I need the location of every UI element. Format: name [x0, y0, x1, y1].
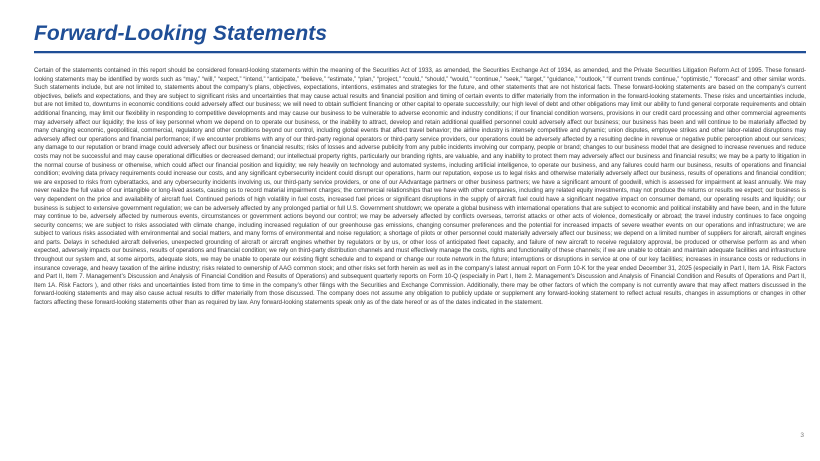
disclaimer-body: Certain of the statements contained in this report should be considered forward-looking statements within the meaning of the Securities Act of 1933, as amended, the Securities Exchange Act of 1934, as amended, and the Private Securities Litigation Reform Act of 1995. These forward-looking statements may be identified by words such as “may,” “will,” “expect,” “intend,” “anticipate,” “believe,” “estimate,” “plan,” “project,” “could,” “should,” “would,” “continue,” “seek,” “target,” “guidance,” “outlook,” “if current trends continue,” “optimistic,” “forecast” and other similar words. Such statements include, but are not limited to, statements about the company’s plans, objectives, expectations, intentions, estimates and strategies for the future, and other statements that are not historical facts. These forward-looking statements are based on the company’s current objectives, beliefs and expectations, and they are subject to significant risks and uncertainties that may cause actual results and financial position and timing of certain events to differ materially from the information in the forward-looking statements. These risks and uncertainties include, but are not limited to, downturns in economic conditions could adversely affect our business; we will need to obtain sufficient financing or other capital to operate successfully; our high level of debt and other obligations may limit our ability to fund general corporate requirements and obtain additional financing, may limit our flexibility in responding to competitive developments and may cause our business to be vulnerable to adverse economic and industry conditions; if our financial condition worsens, provisions in our credit card processing and other commercial agreements may adversely affect our liquidity; the loss of key personnel whom we depend on to operate our business, or the inability to attract, develop and retain additional qualified personnel could adversely affect our business; our business has been and will continue to be materially affected by many changing economic, geopolitical, commercial, regulatory and other conditions beyond our control, including global events that affect travel behavior; the airline industry is intensely competitive and dynamic; union disputes, employee strikes and other labor-related disruptions may adversely affect our operations and financial performance; if we encounter problems with any of our third-party regional operators or third-party service providers, our operations could be adversely affected by a resulting decline in revenue or negative public perception about our services; any damage to our reputation or brand image could adversely affect our business or financial results; risks of losses and adverse publicity from any public incidents involving our company, people or brand; changes to our business model that are designed to increase revenues and reduce costs may not be successful and may cause operational difficulties or decreased demand; our intellectual property rights, particularly our branding rights, are valuable, and any inability to protect them may adversely affect our business and financial results; we may be a party to litigation in the normal course of business or otherwise, which could affect our financial position and liquidity; we rely heavily on technology and automated systems, including artificial intelligence, to operate our business, and any failures could harm our business, results of operations and financial condition; evolving data privacy requirements could increase our costs, and any significant cybersecurity incident could disrupt our operations, harm our reputation, expose us to legal risks and otherwise materially adversely affect our business, results of operations and financial condition; we are exposed to risks from cyberattacks, and any cybersecurity incidents involving us, our third-party service providers, or one of our AAdvantage partners or other business partners; we have a significant amount of goodwill, which is assessed for impairment at least annually. We may never realize the full value of our intangible or long-lived assets, causing us to record material impairment charges; the commercial relationships that we have with other companies, including any related equity investments, may not produce the returns or results we expect; our business is very dependent on the price and availability of aircraft fuel. Continued periods of high volatility in fuel costs, increased fuel prices or significant disruptions in the supply of aircraft fuel could have a significant negative impact on consumer demand, our operating results and liquidity; our business is subject to extensive government regulation; we can be adversely affected by any prolonged partial or full U.S. Government shutdown; we operate a global business with international operations that are subject to economic and political instability and have been, and in the future may continue to be, adversely affected by numerous events, circumstances or government actions beyond our control; we may be adversely affected by conflicts overseas, terrorist attacks or other acts of violence, domestically or abroad; the travel industry continues to face ongoing security concerns; we are subject to risks associated with climate change, including increased regulation of our greenhouse gas emissions, changing consumer preferences and the potential for increased impacts of severe weather events on our operations and infrastructure; we are subject to various risks associated with environmental and social matters, and many forms of environmental and noise regulation; a shortage of pilots or other personnel could materially adversely affect our business; we depend on a limited number of suppliers for aircraft, aircraft engines and parts. Delays in scheduled aircraft deliveries, unexpected grounding of aircraft or aircraft engines whether by regulators or by us, or other loss of anticipated fleet capacity, and failure of new aircraft to receive regulatory approval, be produced or otherwise perform as and when expected, adversely impacts our business, results of operations and financial condition; we rely on third-party distribution channels and must effectively manage the costs, rights and functionality of these channels; if we are unable to obtain and maintain adequate facilities and infrastructure throughout our system and, at some airports, adequate slots, we may be unable to operate our existing flight schedule and to expand or change our route network in the future; interruptions or disruptions in service at one of our key facilities; increases in insurance costs or reductions in insurance coverage, and heavy taxation of the airline industry; risks related to ownership of AAG common stock; and other risks set forth herein as well as in the company’s latest annual report on Form 10-K for the year ended December 31, 2025 (especially in Part I, Item 1A. Risk Factors and Part II, Item 7. Management’s Discussion and Analysis of Financial Condition and Results of Operations) and subsequent quarterly reports on Form 10-Q (especially in Part I, Item 2. Management’s Discussion and Analysis of Financial Condition and Results of Operations and Part II, Item 1A. Risk Factors ), and other risks and uncertainties listed from time to time in the company’s other filings with the Securities and Exchange Commission. Additionally, there may be other factors of which the company is not currently aware that may affect matters discussed in the forward-looking statements and may also cause actual results to differ materially from those discussed. The company does not assume any obligation to publicly update or supplement any forward-looking statement to reflect actual results, changes in assumptions or changes in other factors affecting these forward-looking statements other than as required by law. Any forward-looking statements speak only as of the date hereof or as of the dates indicated in the statement.: [34, 68, 806, 307]
page-number: 3: [800, 432, 804, 439]
slide-title: Forward-Looking Statements: [34, 22, 328, 45]
title-underline-accent: [34, 53, 806, 54]
